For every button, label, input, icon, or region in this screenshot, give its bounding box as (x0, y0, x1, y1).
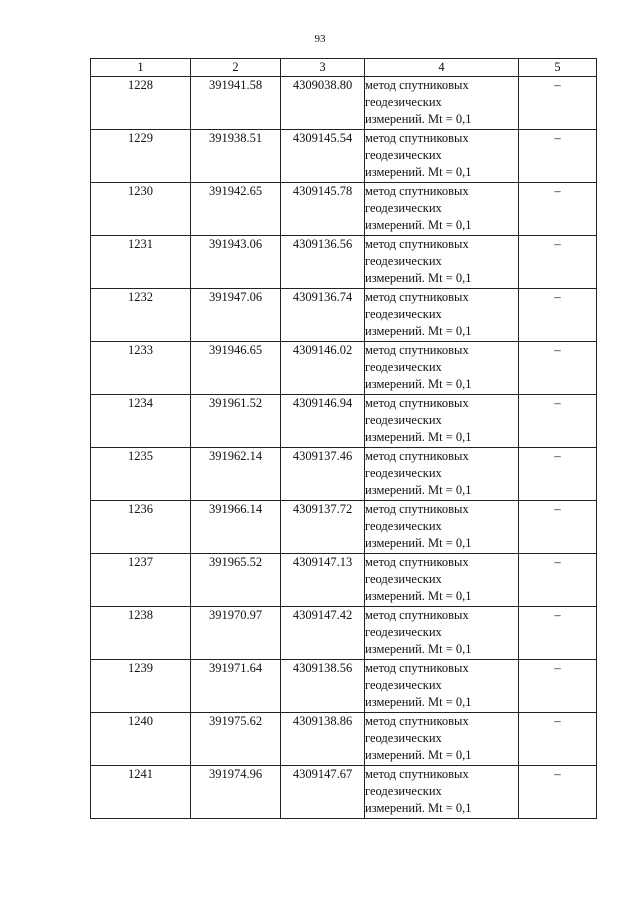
method-line: измерений. Mt = 0,1 (365, 271, 472, 285)
table-header (91, 59, 597, 77)
method-line: метод спутниковых (365, 608, 469, 622)
method-description (365, 183, 519, 236)
method-description (365, 660, 519, 713)
coord-y: 4309136.56 (281, 236, 365, 289)
point-number: 1232 (91, 289, 191, 342)
method-line: измерений. Mt = 0,1 (365, 589, 472, 603)
page-number: 93 (314, 33, 326, 45)
method-line: геодезических (365, 307, 442, 321)
col5-value: – (519, 77, 597, 130)
point-number: 1238 (91, 607, 191, 660)
method-line: измерений. Mt = 0,1 (365, 324, 472, 338)
table-body (91, 77, 597, 819)
method-description (365, 501, 519, 554)
coord-x: 391946.65 (191, 342, 281, 395)
method-description (365, 130, 519, 183)
method-line: метод спутниковых (365, 237, 469, 251)
coord-y: 4309145.78 (281, 183, 365, 236)
coord-x: 391975.62 (191, 713, 281, 766)
coord-x: 391942.65 (191, 183, 281, 236)
table-row (91, 766, 597, 819)
method-line: метод спутниковых (365, 131, 469, 145)
header-col-4: 4 (365, 59, 519, 77)
point-number: 1235 (91, 448, 191, 501)
method-description (365, 395, 519, 448)
method-line: метод спутниковых (365, 184, 469, 198)
col5-value: – (519, 183, 597, 236)
method-line: измерений. Mt = 0,1 (365, 801, 472, 815)
point-number: 1237 (91, 554, 191, 607)
method-description (365, 766, 519, 819)
method-line: метод спутниковых (365, 396, 469, 410)
method-description (365, 448, 519, 501)
method-line: измерений. Mt = 0,1 (365, 748, 472, 762)
coord-x: 391966.14 (191, 501, 281, 554)
method-description (365, 554, 519, 607)
coord-y: 4309145.54 (281, 130, 365, 183)
coord-y: 4309137.46 (281, 448, 365, 501)
method-description (365, 236, 519, 289)
method-line: измерений. Mt = 0,1 (365, 430, 472, 444)
coord-x: 391974.96 (191, 766, 281, 819)
col5-value: – (519, 236, 597, 289)
coord-x: 391941.58 (191, 77, 281, 130)
table-row (91, 395, 597, 448)
coord-x: 391961.52 (191, 395, 281, 448)
coord-y: 4309146.94 (281, 395, 365, 448)
col5-value: – (519, 342, 597, 395)
method-line: измерений. Mt = 0,1 (365, 112, 472, 126)
coord-y: 4309136.74 (281, 289, 365, 342)
point-number: 1228 (91, 77, 191, 130)
point-number: 1239 (91, 660, 191, 713)
method-line: геодезических (365, 519, 442, 533)
table-row (91, 660, 597, 713)
coord-x: 391965.52 (191, 554, 281, 607)
method-line: геодезических (365, 360, 442, 374)
table-row (91, 448, 597, 501)
table-row (91, 342, 597, 395)
method-line: метод спутниковых (365, 714, 469, 728)
col5-value: – (519, 448, 597, 501)
method-line: метод спутниковых (365, 78, 469, 92)
coord-x: 391947.06 (191, 289, 281, 342)
method-line: метод спутниковых (365, 661, 469, 675)
table-row (91, 501, 597, 554)
method-line: измерений. Mt = 0,1 (365, 377, 472, 391)
method-description (365, 342, 519, 395)
method-line: измерений. Mt = 0,1 (365, 483, 472, 497)
point-number: 1234 (91, 395, 191, 448)
coord-y: 4309146.02 (281, 342, 365, 395)
table-row (91, 183, 597, 236)
coord-x: 391938.51 (191, 130, 281, 183)
method-line: геодезических (365, 413, 442, 427)
col5-value: – (519, 766, 597, 819)
header-col-5: 5 (519, 59, 597, 77)
method-line: метод спутниковых (365, 343, 469, 357)
method-description (365, 607, 519, 660)
method-line: измерений. Mt = 0,1 (365, 536, 472, 550)
table-row (91, 713, 597, 766)
point-number: 1240 (91, 713, 191, 766)
coord-x: 391962.14 (191, 448, 281, 501)
col5-value: – (519, 607, 597, 660)
method-line: измерений. Mt = 0,1 (365, 165, 472, 179)
method-line: геодезических (365, 201, 442, 215)
method-line: измерений. Mt = 0,1 (365, 642, 472, 656)
point-number: 1236 (91, 501, 191, 554)
method-line: геодезических (365, 254, 442, 268)
col5-value: – (519, 660, 597, 713)
method-line: геодезических (365, 784, 442, 798)
col5-value: – (519, 395, 597, 448)
table-row (91, 130, 597, 183)
method-line: геодезических (365, 148, 442, 162)
method-line: геодезических (365, 731, 442, 745)
method-line: геодезических (365, 678, 442, 692)
point-number: 1241 (91, 766, 191, 819)
coord-y: 4309137.72 (281, 501, 365, 554)
point-number: 1233 (91, 342, 191, 395)
method-description (365, 289, 519, 342)
method-line: метод спутниковых (365, 502, 469, 516)
coord-x: 391943.06 (191, 236, 281, 289)
coord-y: 4309147.42 (281, 607, 365, 660)
header-col-3: 3 (281, 59, 365, 77)
coord-y: 4309147.67 (281, 766, 365, 819)
header-row (91, 59, 597, 77)
method-description (365, 713, 519, 766)
method-line: измерений. Mt = 0,1 (365, 695, 472, 709)
method-line: метод спутниковых (365, 449, 469, 463)
method-line: геодезических (365, 625, 442, 639)
col5-value: – (519, 713, 597, 766)
col5-value: – (519, 554, 597, 607)
col5-value: – (519, 289, 597, 342)
coord-y: 4309038.80 (281, 77, 365, 130)
coord-x: 391970.97 (191, 607, 281, 660)
table-row (91, 554, 597, 607)
method-line: метод спутниковых (365, 767, 469, 781)
col5-value: – (519, 501, 597, 554)
method-line: геодезических (365, 572, 442, 586)
coord-x: 391971.64 (191, 660, 281, 713)
header-col-1: 1 (91, 59, 191, 77)
table-row (91, 289, 597, 342)
point-number: 1229 (91, 130, 191, 183)
method-line: метод спутниковых (365, 555, 469, 569)
method-line: геодезических (365, 466, 442, 480)
point-number: 1231 (91, 236, 191, 289)
method-line: измерений. Mt = 0,1 (365, 218, 472, 232)
table-row (91, 236, 597, 289)
coordinates-table (90, 58, 597, 819)
method-description (365, 77, 519, 130)
method-line: метод спутниковых (365, 290, 469, 304)
coord-y: 4309138.86 (281, 713, 365, 766)
col5-value: – (519, 130, 597, 183)
table-row (91, 77, 597, 130)
point-number: 1230 (91, 183, 191, 236)
method-line: геодезических (365, 95, 442, 109)
coord-y: 4309138.56 (281, 660, 365, 713)
header-col-2: 2 (191, 59, 281, 77)
table-row (91, 607, 597, 660)
coord-y: 4309147.13 (281, 554, 365, 607)
